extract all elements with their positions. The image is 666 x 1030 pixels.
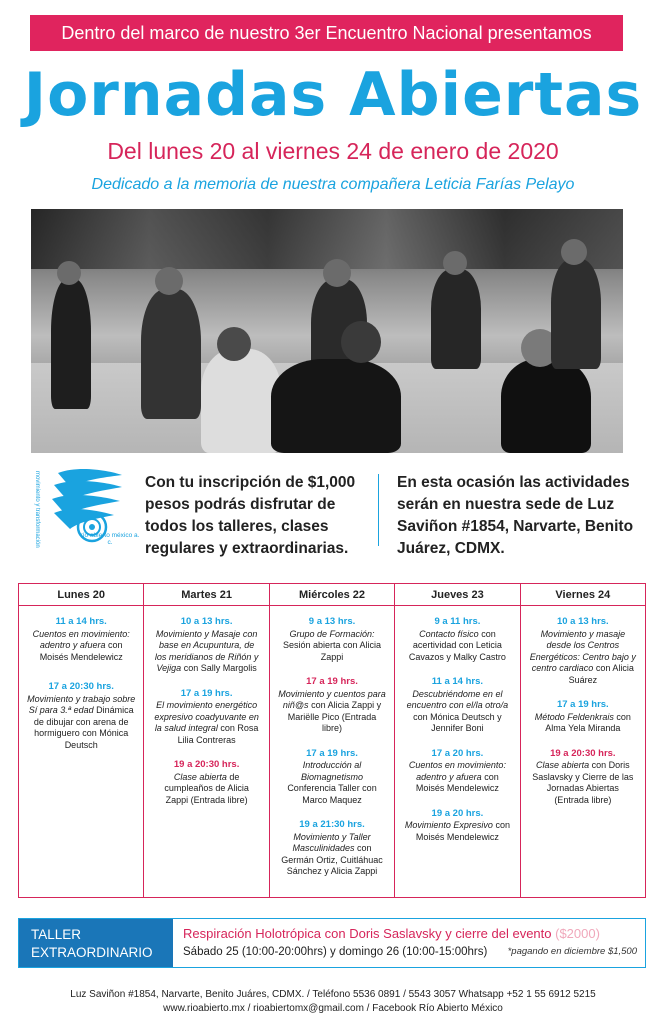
day-header: Jueves 23 [395,584,519,606]
schedule-event [529,699,637,735]
photo-figure-head [323,259,351,287]
event-time: 19 a 20:30 hrs. [550,747,616,759]
photo-wall [31,209,623,269]
dance-group-photo [31,209,623,453]
event-title: Clase abierta [536,760,590,770]
logo-text: río abierto méxico a. c. [80,532,140,546]
photo-figure [431,269,481,369]
day-column [521,584,645,897]
event-title: Movimiento y Masaje con base en Acupuntura, de los meridianos de Riñón y Vejiga [154,628,259,673]
special-workshop-box [18,918,646,968]
day-header: Lunes 20 [19,584,143,606]
day-column [270,584,395,897]
schedule-event [403,748,511,795]
event-time: 19 a 20:30 hrs. [173,759,240,770]
special-workshop-name: Respiración Holotrópica con Doris Saslavsky y cierre del evento [183,926,552,941]
photo-figure-head [561,239,587,265]
event-time: 11 a 14 hrs. [431,676,484,687]
schedule-event [27,681,135,751]
event-time: 17 a 19 hrs. [556,699,609,710]
event-host: con acertividad con Leticia Cavazos y Malky Castro [408,628,506,662]
event-host: con Moisés Mendelewicz [39,640,123,662]
footer-web: www.rioabierto.mx / rioabiertomx@gmail.com / Facebook Río Abierto México [163,1003,503,1014]
page-title: Jornadas Abiertas [23,60,643,130]
day-header: Miércoles 22 [270,584,394,606]
day-header: Viernes 24 [521,584,645,606]
event-host: con Rosa Lilia Contreras [177,723,259,745]
special-workshop-dates: Sábado 25 (10:00-20:00hrs) y domingo 26 (10:00-15:00hrs) [183,946,488,958]
schedule-event [27,616,135,663]
event-host: Conferencia Taller con Marco Maquez [287,783,377,805]
schedule-event [529,616,637,686]
event-time: 17 a 19 hrs. [306,747,358,759]
venue-info: En esta ocasión las actividades serán en nuestra sede de Luz Saviñon #1854, Narvarte, Benito Juárez, CDMX. [397,474,634,557]
special-workshop-details [173,919,645,967]
event-title: Introducción al Biomagnetismo [301,760,364,782]
header-banner: Dentro del marco de nuestro 3er Encuentro Nacional presentamos [30,15,623,51]
event-time: 19 a 21:30 hrs. [299,819,365,830]
photo-figure-head [217,327,251,361]
event-host: con Alma Yela Miranda [545,711,631,733]
event-title: Grupo de Formación: [289,628,375,639]
schedule-event [403,616,511,663]
schedule-event [278,748,386,807]
event-host: con Doris Saslavsky y Cierre de las Jornadas Abiertas (Entrada libre) [532,760,634,805]
event-title: Clase abierta [173,771,227,782]
event-host: con Moisés Mendelewicz [415,771,499,793]
logo-arc-text: movimiento y transformación [34,471,40,548]
event-host: con Moisés Mendelewicz [415,820,510,842]
photo-figure [201,349,281,453]
photo-figure [141,289,201,419]
event-time: 17 a 20 hrs. [431,747,484,759]
event-title: Movimiento y cuentos para niñ@s [278,688,386,710]
event-dates: Del lunes 20 al viernes 24 de enero de 2020 [107,138,559,164]
event-host: con Sally Margolis [183,663,257,673]
photo-figure-head [341,321,381,363]
schedule-event [403,676,511,735]
day-column [395,584,520,897]
day-header: Martes 21 [144,584,268,606]
event-host: Dinámica de dibujar con arena de hormiguero con Mónica Deutsch [33,705,134,750]
event-time: 19 a 20 hrs. [431,807,484,819]
photo-figure [551,259,601,369]
schedule-table [18,583,646,898]
event-title: Cuentos en movimiento: adentro y afuera [408,760,506,782]
event-host: con Alicia Zappi y Mariëlle Pico (Entrada libre) [287,700,382,733]
schedule-event [278,676,386,735]
schedule-event [278,616,386,663]
schedule-event [152,688,260,747]
registration-promo: Con tu inscripción de $1,000 pesos podrás disfrutar de todos los talleres, clases regulares y extraordinarias. [145,474,356,557]
schedule-event [152,616,260,675]
special-workshop-title [183,925,637,943]
event-time: 17 a 19 hrs. [180,687,233,699]
special-workshop-label-line1: TALLER [31,927,82,942]
schedule-event [403,808,511,844]
event-host: con Alicia Suárez [568,663,634,685]
event-time: 10 a 13 hrs. [556,616,609,627]
footer-contact [0,988,666,1016]
photo-figure-head [57,261,81,285]
photo-figure-head [155,267,183,295]
day-column [19,584,144,897]
event-time: 10 a 13 hrs. [180,616,233,627]
event-host: de cumpleaños de Alicia Zappi (Entrada libre) [164,771,249,805]
event-title: Movimiento y trabajo sobre Sí para 3.ª edad [27,693,136,715]
event-time: 9 a 11 hrs. [434,616,481,627]
event-time: 9 a 13 hrs. [308,616,356,627]
special-workshop-label-line2: EXTRAORDINARIO [31,945,153,960]
photo-figure [501,359,591,453]
special-workshop-schedule [183,943,637,961]
schedule-event [529,748,637,807]
event-host: con Mónica Deutsch y Jennifer Boni [413,711,502,733]
event-time: 17 a 20:30 hrs. [48,681,114,692]
photo-figure-head [443,251,467,275]
special-workshop-label [19,919,173,967]
event-title: Movimiento Expresivo [404,820,493,830]
special-workshop-price: ($2000) [555,926,600,941]
event-title: Contacto físico [419,628,479,639]
promo-divider [378,474,379,546]
event-time: 17 a 19 hrs. [306,676,358,687]
event-title: Movimiento y masaje desde los Centros Energéticos: Centro bajo y centro cardiaco [529,628,636,673]
early-payment-note: *pagando en diciembre $1,500 [507,946,637,957]
event-title: El movimiento energético expresivo coadyuvante en la salud integral [154,700,259,733]
day-column [144,584,269,897]
event-title: Descubriéndome en el encuentro con el/la otro/a [406,688,509,710]
event-time: 11 a 14 hrs. [55,616,107,627]
event-title: Movimiento y Taller Masculinidades [292,831,371,853]
event-title: Cuentos en movimiento: adentro y afuera [32,628,130,650]
event-host: Sesión abierta con Alicia Zappi [282,640,382,662]
schedule-event [278,819,386,878]
footer-address: Luz Saviñon #1854, Narvarte, Benito Juáres, CDMX. / Teléfono 5536 0891 / 5543 3057 Whatsapp +52 1 55 6912 5215 [70,989,596,1000]
schedule-event [152,759,260,806]
event-title: Método Feldenkrais [534,711,614,722]
dedication: Dedicado a la memoria de nuestra compañera Leticia Farías Pelayo [91,176,575,193]
photo-figure [51,279,91,409]
photo-figure [271,359,401,453]
event-host: con Germán Ortiz, Cuitláhuac Sánchez y Alicia Zappi [281,843,383,876]
